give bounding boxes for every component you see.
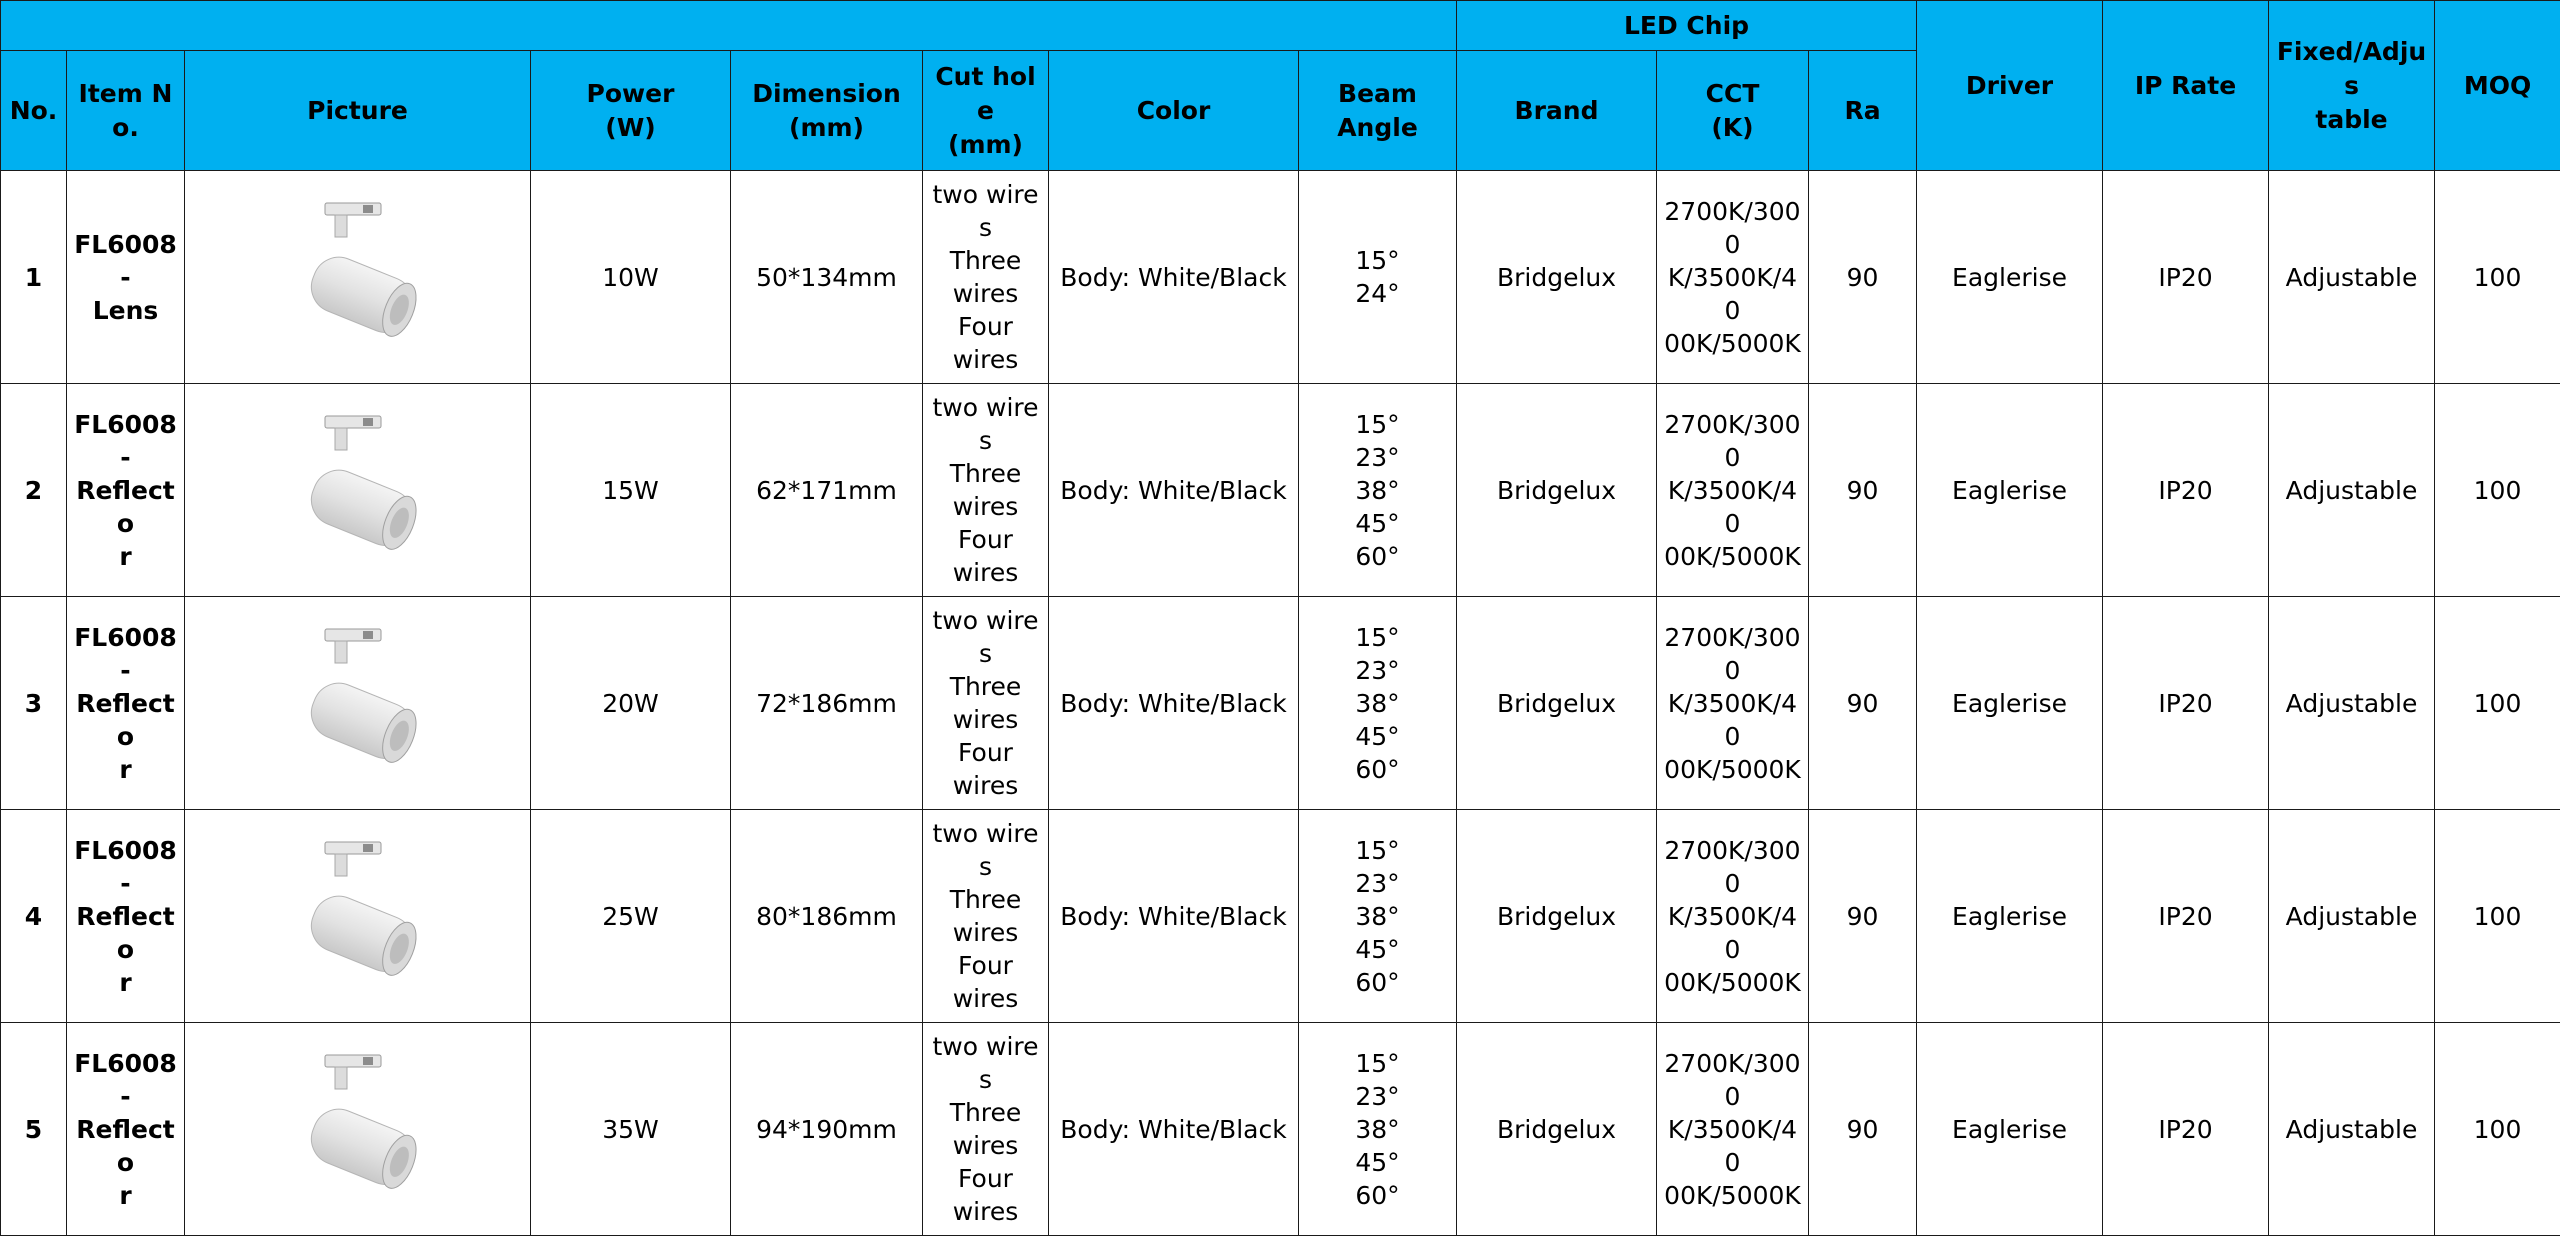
cell-cct xyxy=(1657,597,1809,810)
cell-moq: 100 xyxy=(2435,171,2560,384)
text-line: 23° xyxy=(1303,654,1452,687)
cell-no: 2 xyxy=(1,384,67,597)
text-line: r xyxy=(71,753,180,786)
cell-moq: 100 xyxy=(2435,810,2560,1023)
text-line: 15° xyxy=(1303,244,1452,277)
table-body xyxy=(1,171,2560,1236)
text-line: 60° xyxy=(1303,540,1452,573)
text-line: 23° xyxy=(1303,1080,1452,1113)
text-line: 00K/5000K xyxy=(1661,540,1804,573)
cell-ip-rate: IP20 xyxy=(2103,1023,2269,1236)
text-line: Dimension xyxy=(735,77,918,111)
text-line: wires xyxy=(927,277,1044,310)
text-line: table xyxy=(2273,103,2430,137)
cell-dimension: 80*186mm xyxy=(731,810,923,1023)
text-line: K/3500K/40 xyxy=(1661,261,1804,327)
header-fixed-adjustable xyxy=(2269,1,2435,171)
cell-fixed-adjustable: Adjustable xyxy=(2269,597,2435,810)
cell-dimension: 94*190mm xyxy=(731,1023,923,1236)
header-led-chip: LED Chip xyxy=(1457,1,1917,51)
cell-fixed-adjustable: Adjustable xyxy=(2269,1023,2435,1236)
text-line: 60° xyxy=(1303,1179,1452,1212)
cell-dimension: 62*171mm xyxy=(731,384,923,597)
cell-picture xyxy=(185,384,531,597)
header-picture: Picture xyxy=(185,51,531,171)
cell-ra: 90 xyxy=(1809,597,1917,810)
text-line: Reflecto xyxy=(71,1113,180,1179)
text-line: FL6008- xyxy=(71,1047,180,1113)
text-line: Three xyxy=(927,457,1044,490)
cell-dimension: 50*134mm xyxy=(731,171,923,384)
cell-driver: Eaglerise xyxy=(1917,171,2103,384)
cell-ip-rate: IP20 xyxy=(2103,384,2269,597)
cell-brand: Bridgelux xyxy=(1457,597,1657,810)
text-line: (mm) xyxy=(927,128,1044,162)
cell-color: Body: White/Black xyxy=(1049,384,1299,597)
text-line: K/3500K/40 xyxy=(1661,900,1804,966)
cell-cct xyxy=(1657,384,1809,597)
text-line: 2700K/3000 xyxy=(1661,1047,1804,1113)
text-line: Reflecto xyxy=(71,687,180,753)
text-line: wires xyxy=(927,982,1044,1015)
cell-brand: Bridgelux xyxy=(1457,384,1657,597)
cell-cct xyxy=(1657,810,1809,1023)
cell-power: 10W xyxy=(531,171,731,384)
text-line: r xyxy=(71,540,180,573)
text-line: Fixed/Adjus xyxy=(2273,35,2430,103)
cell-driver: Eaglerise xyxy=(1917,384,2103,597)
text-line: 45° xyxy=(1303,720,1452,753)
text-line: Three xyxy=(927,670,1044,703)
header-cut-hole xyxy=(923,51,1049,171)
text-line: wires xyxy=(927,1129,1044,1162)
track-spotlight-image xyxy=(273,623,443,783)
text-line: r xyxy=(71,966,180,999)
header-beam-angle xyxy=(1299,51,1457,171)
cell-ip-rate: IP20 xyxy=(2103,171,2269,384)
text-line: 15° xyxy=(1303,834,1452,867)
cell-power: 25W xyxy=(531,810,731,1023)
cell-cut-hole xyxy=(923,1023,1049,1236)
cell-power: 35W xyxy=(531,1023,731,1236)
track-spotlight-image xyxy=(273,836,443,996)
cell-item-no xyxy=(67,171,185,384)
text-line: Beam xyxy=(1303,77,1452,111)
text-line: Four xyxy=(927,949,1044,982)
header-ip-rate: IP Rate xyxy=(2103,1,2269,171)
text-line: two wires xyxy=(927,817,1044,883)
cell-fixed-adjustable: Adjustable xyxy=(2269,171,2435,384)
text-line: Four xyxy=(927,523,1044,556)
text-line: 38° xyxy=(1303,474,1452,507)
cell-driver: Eaglerise xyxy=(1917,597,2103,810)
text-line: Four xyxy=(927,1162,1044,1195)
track-spotlight-image xyxy=(273,197,443,357)
text-line: FL6008- xyxy=(71,408,180,474)
cell-ra: 90 xyxy=(1809,1023,1917,1236)
cell-cut-hole xyxy=(923,597,1049,810)
cell-beam-angle xyxy=(1299,597,1457,810)
cell-power: 15W xyxy=(531,384,731,597)
text-line: two wires xyxy=(927,604,1044,670)
text-line: (W) xyxy=(535,111,726,145)
cell-ip-rate: IP20 xyxy=(2103,597,2269,810)
text-line: 00K/5000K xyxy=(1661,1179,1804,1212)
text-line: 15° xyxy=(1303,1047,1452,1080)
cell-item-no xyxy=(67,810,185,1023)
cell-color: Body: White/Black xyxy=(1049,171,1299,384)
cell-picture xyxy=(185,810,531,1023)
text-line: K/3500K/40 xyxy=(1661,687,1804,753)
table-row xyxy=(1,1023,2560,1236)
cell-no: 4 xyxy=(1,810,67,1023)
cell-color: Body: White/Black xyxy=(1049,597,1299,810)
text-line: 45° xyxy=(1303,933,1452,966)
cell-brand: Bridgelux xyxy=(1457,1023,1657,1236)
header-no: No. xyxy=(1,51,67,171)
cell-beam-angle xyxy=(1299,1023,1457,1236)
cell-ip-rate: IP20 xyxy=(2103,810,2269,1023)
cell-picture xyxy=(185,1023,531,1236)
cell-dimension: 72*186mm xyxy=(731,597,923,810)
text-line: FL6008- xyxy=(71,834,180,900)
text-line: 38° xyxy=(1303,1113,1452,1146)
cell-cct xyxy=(1657,1023,1809,1236)
text-line: 00K/5000K xyxy=(1661,753,1804,786)
cell-cct xyxy=(1657,171,1809,384)
text-line: Four xyxy=(927,310,1044,343)
cell-ra: 90 xyxy=(1809,384,1917,597)
header-power xyxy=(531,51,731,171)
cell-cut-hole xyxy=(923,384,1049,597)
text-line: K/3500K/40 xyxy=(1661,1113,1804,1179)
cell-moq: 100 xyxy=(2435,597,2560,810)
text-line: FL6008- xyxy=(71,621,180,687)
text-line: 45° xyxy=(1303,507,1452,540)
text-line: 2700K/3000 xyxy=(1661,621,1804,687)
table-row xyxy=(1,384,2560,597)
cell-no: 1 xyxy=(1,171,67,384)
text-line: (K) xyxy=(1661,111,1804,145)
text-line: 38° xyxy=(1303,687,1452,720)
text-line: 00K/5000K xyxy=(1661,966,1804,999)
text-line: Lens xyxy=(71,294,180,327)
text-line: wires xyxy=(927,343,1044,376)
header-driver: Driver xyxy=(1917,1,2103,171)
cell-beam-angle xyxy=(1299,810,1457,1023)
cell-moq: 100 xyxy=(2435,384,2560,597)
cell-no: 3 xyxy=(1,597,67,810)
cell-beam-angle xyxy=(1299,171,1457,384)
text-line: two wires xyxy=(927,1030,1044,1096)
text-line: wires xyxy=(927,556,1044,589)
cell-color: Body: White/Black xyxy=(1049,1023,1299,1236)
track-spotlight-image xyxy=(273,410,443,570)
table-row xyxy=(1,597,2560,810)
text-line: Four xyxy=(927,736,1044,769)
header-item-no: Item No. xyxy=(67,51,185,171)
header-color: Color xyxy=(1049,51,1299,171)
text-line: 15° xyxy=(1303,621,1452,654)
cell-color: Body: White/Black xyxy=(1049,810,1299,1023)
text-line: 60° xyxy=(1303,753,1452,786)
text-line: Angle xyxy=(1303,111,1452,145)
cell-fixed-adjustable: Adjustable xyxy=(2269,384,2435,597)
header-moq: MOQ xyxy=(2435,1,2560,171)
text-line: wires xyxy=(927,490,1044,523)
text-line: Three xyxy=(927,244,1044,277)
text-line: 23° xyxy=(1303,867,1452,900)
text-line: FL6008- xyxy=(71,228,180,294)
cell-driver: Eaglerise xyxy=(1917,810,2103,1023)
header-dimension xyxy=(731,51,923,171)
cell-cut-hole xyxy=(923,810,1049,1023)
text-line: 60° xyxy=(1303,966,1452,999)
text-line: 15° xyxy=(1303,408,1452,441)
cell-item-no xyxy=(67,1023,185,1236)
table-row xyxy=(1,810,2560,1023)
text-line: wires xyxy=(927,1195,1044,1228)
cell-beam-angle xyxy=(1299,384,1457,597)
text-line: Power xyxy=(535,77,726,111)
cell-ra: 90 xyxy=(1809,810,1917,1023)
cell-driver: Eaglerise xyxy=(1917,1023,2103,1236)
text-line: 24° xyxy=(1303,277,1452,310)
text-line: Three xyxy=(927,883,1044,916)
text-line: Cut hole xyxy=(927,60,1044,128)
cell-brand: Bridgelux xyxy=(1457,810,1657,1023)
header-spacer xyxy=(1,1,1457,51)
cell-picture xyxy=(185,171,531,384)
text-line: 00K/5000K xyxy=(1661,327,1804,360)
cell-no: 5 xyxy=(1,1023,67,1236)
text-line: Reflecto xyxy=(71,474,180,540)
text-line: CCT xyxy=(1661,77,1804,111)
text-line: 2700K/3000 xyxy=(1661,195,1804,261)
table-header xyxy=(1,1,2560,171)
text-line: 45° xyxy=(1303,1146,1452,1179)
cell-fixed-adjustable: Adjustable xyxy=(2269,810,2435,1023)
text-line: wires xyxy=(927,916,1044,949)
cell-brand: Bridgelux xyxy=(1457,171,1657,384)
cell-moq: 100 xyxy=(2435,1023,2560,1236)
text-line: 2700K/3000 xyxy=(1661,834,1804,900)
header-ra: Ra xyxy=(1809,51,1917,171)
text-line: two wires xyxy=(927,391,1044,457)
cell-power: 20W xyxy=(531,597,731,810)
text-line: 2700K/3000 xyxy=(1661,408,1804,474)
text-line: (mm) xyxy=(735,111,918,145)
cell-picture xyxy=(185,597,531,810)
text-line: wires xyxy=(927,769,1044,802)
text-line: 23° xyxy=(1303,441,1452,474)
track-spotlight-image xyxy=(273,1049,443,1209)
text-line: Three xyxy=(927,1096,1044,1129)
text-line: Reflecto xyxy=(71,900,180,966)
cell-cut-hole xyxy=(923,171,1049,384)
text-line: K/3500K/40 xyxy=(1661,474,1804,540)
cell-item-no xyxy=(67,597,185,810)
header-cct xyxy=(1657,51,1809,171)
header-brand: Brand xyxy=(1457,51,1657,171)
cell-ra: 90 xyxy=(1809,171,1917,384)
text-line: 38° xyxy=(1303,900,1452,933)
text-line: r xyxy=(71,1179,180,1212)
text-line: two wires xyxy=(927,178,1044,244)
table-row xyxy=(1,171,2560,384)
cell-item-no xyxy=(67,384,185,597)
text-line: wires xyxy=(927,703,1044,736)
